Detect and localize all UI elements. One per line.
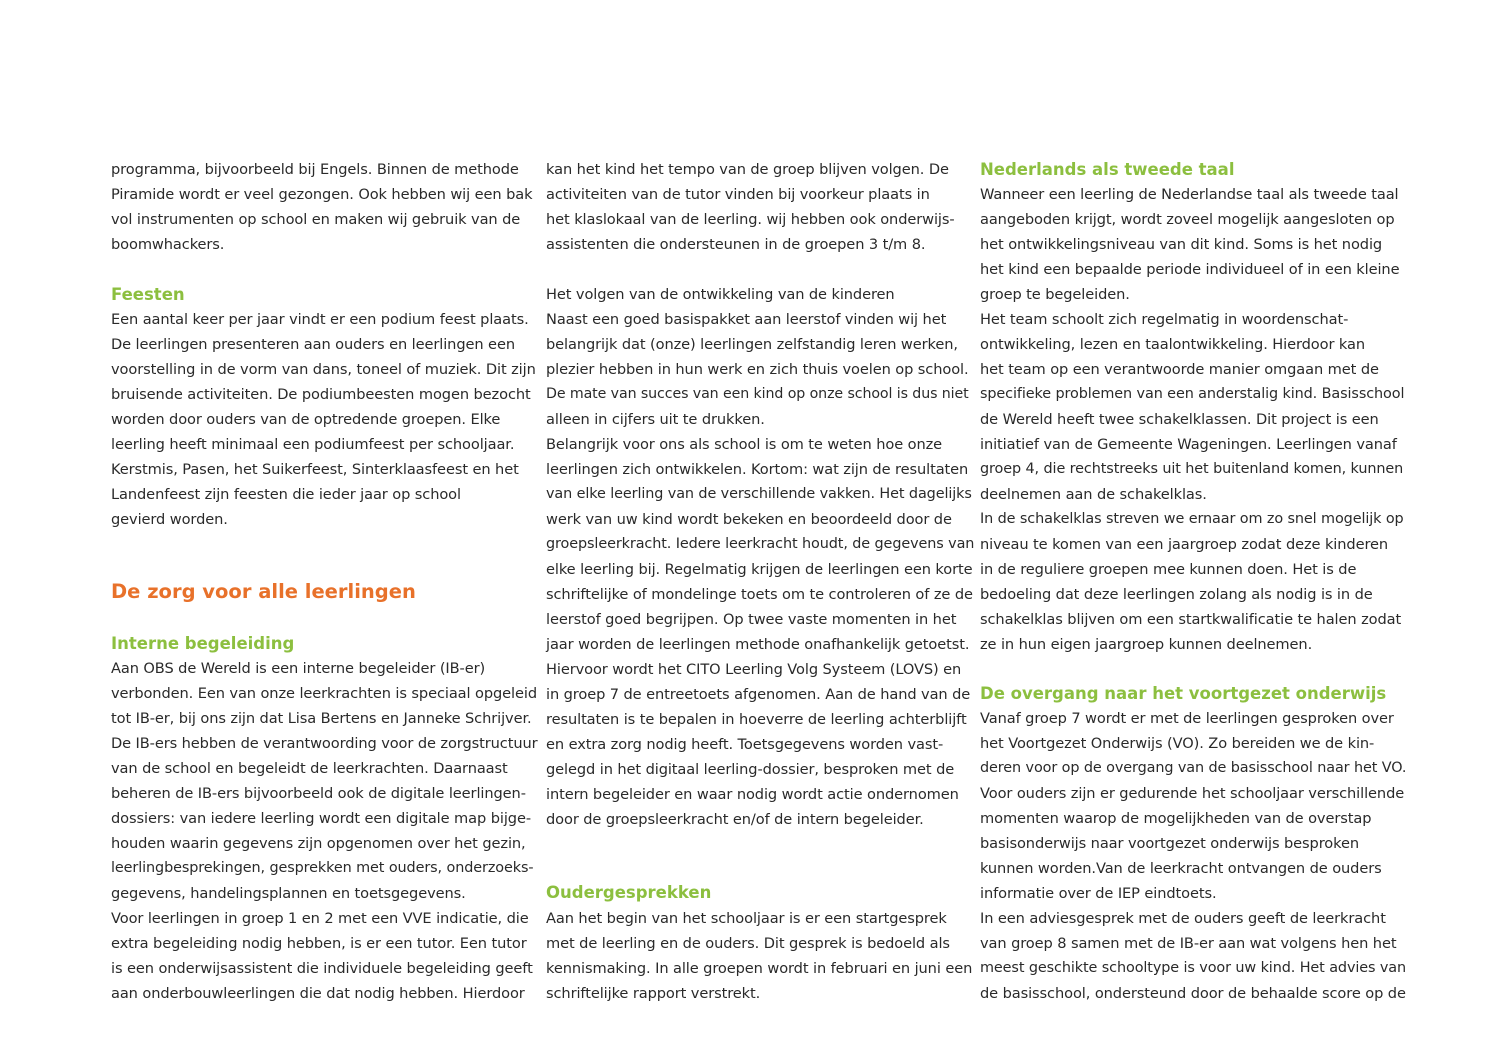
text-line: Kerstmis, Pasen, het Suikerfeest, Sinterklaasfeest en het (111, 461, 519, 478)
text-line: vol instrumenten op school en maken wij gebruik van de (111, 211, 521, 228)
text-line: De mate van succes van een kind op onze school is dus niet (546, 386, 969, 402)
text-line: leerling heeft minimaal een podiumfeest per schooljaar. (111, 436, 515, 453)
text-line: extra begeleiding nodig hebben, is er een tutor. Een tutor (111, 935, 527, 952)
text-line: ze in hun eigen jaargroep kunnen deelnemen. (980, 636, 1313, 653)
text-line: kan het kind het tempo van de groep blijven volgen. De (546, 161, 949, 178)
oudergesprekken-heading: Oudergesprekken (546, 883, 712, 902)
text-line: worden door ouders van de optredende groepen. Elke (111, 411, 501, 428)
text-line: elke leerling bij. Regelmatig krijgen de leerlingen een korte (546, 561, 973, 578)
text-line: in groep 7 de entreetoets afgenomen. Aan de hand van de (546, 686, 971, 703)
text-line: momenten waarop de mogelijkheden van de overstap (980, 810, 1372, 827)
text-line: door de groepsleerkracht en/of de intern begeleider. (546, 811, 924, 828)
text-line: intern begeleider en waar nodig wordt actie ondernomen (546, 786, 959, 803)
text-line: gevierd worden. (111, 511, 228, 528)
text-line: resultaten is te bepalen in hoeverre de leerling achterblijft (546, 711, 967, 728)
text-line: beheren de IB-ers bijvoorbeeld ook de digitale leerlingen- (111, 785, 526, 802)
text-line: in de reguliere groepen mee kunnen doen. Het is de (980, 561, 1357, 578)
text-line: Belangrijk voor ons als school is om te weten hoe onze (546, 436, 943, 453)
text-line: bruisende activiteiten. De podiumbeesten mogen bezocht (111, 386, 531, 403)
overgang-heading: De overgang naar het voortgezet onderwijs (980, 684, 1387, 703)
section-title: De zorg voor alle leerlingen (111, 580, 416, 603)
text-line: voorstelling in de vorm van dans, toneel of muziek. Dit zijn (111, 361, 536, 378)
text-line: schakelklas blijven om een startkwalificatie te halen zodat (980, 611, 1402, 628)
text-line: het Voortgezet Onderwijs (VO). Zo bereiden we de kin- (980, 735, 1375, 752)
text-line: kunnen worden.Van de leerkracht ontvangen de ouders (980, 860, 1382, 877)
text-line: alleen in cijfers uit te drukken. (546, 411, 765, 428)
text-line: initiatief van de Gemeente Wageningen. Leerlingen vanaf (980, 436, 1397, 453)
text-line: meest geschikte schooltype is voor uw kind. Het advies van (980, 960, 1407, 976)
text-line: groep te begeleiden. (980, 286, 1130, 303)
text-line: bedoeling dat deze leerlingen zolang als nodig is in de (980, 586, 1373, 603)
text-line: Aan OBS de Wereld is een interne begeleider (IB-er) (111, 660, 486, 677)
text-line: leerlingen zich ontwikkelen. Kortom: wat zijn de resultaten (546, 461, 969, 478)
text-line: dossiers: van iedere leerling wordt een digitale map bijge- (111, 810, 531, 827)
text-line: assistenten die ondersteunen in de groepen 3 t/m 8. (546, 236, 926, 253)
text-line: schriftelijke rapport verstrekt. (546, 985, 761, 1002)
text-line: leerstof goed begrijpen. Op twee vaste momenten in het (546, 611, 957, 628)
interne-begeleiding-heading: Interne begeleiding (111, 634, 295, 653)
text-line: werk van uw kind wordt bekeken en beoordeeld door de (546, 511, 952, 528)
text-line: jaar worden de leerlingen methode onafhankelijk getoetst. (546, 636, 970, 653)
text-line: het ontwikkelingsniveau van dit kind. Soms is het nodig (980, 236, 1383, 253)
text-line: van de school en begeleidt de leerkrachten. Daarnaast (111, 760, 508, 777)
text-line: Voor ouders zijn er gedurende het schooljaar verschillende (980, 785, 1405, 802)
text-line: In de schakelklas streven we ernaar om zo snel mogelijk op (980, 511, 1404, 527)
text-line: Voor leerlingen in groep 1 en 2 met een VVE indicatie, die (111, 910, 529, 927)
text-line: het team op een verantwoorde manier omgaan met de (980, 361, 1379, 378)
text-line: Naast een goed basispakket aan leerstof vinden wij het (546, 311, 947, 328)
feesten-heading: Feesten (111, 285, 185, 304)
text-line: leerlingbesprekingen, gesprekken met ouders, onderzoeks- (111, 860, 534, 876)
text-line: De IB-ers hebben de verantwoording voor de zorgstructuur (111, 735, 538, 752)
text-line: Landenfeest zijn feesten die ieder jaar op school (111, 486, 461, 503)
text-line: kennismaking. In alle groepen wordt in februari en juni een (546, 960, 973, 977)
text-line: informatie over de IEP eindtoets. (980, 885, 1217, 902)
text-line: gegevens, handelingsplannen en toetsgegevens. (111, 885, 466, 902)
text-line: De leerlingen presenteren aan ouders en leerlingen een (111, 336, 515, 353)
text-line: houden waarin gegevens zijn opgenomen over het gezin, (111, 835, 526, 852)
text-line: verbonden. Een van onze leerkrachten is speciaal opgeleid (111, 685, 537, 702)
text-line: Het team schoolt zich regelmatig in woordenschat- (980, 311, 1349, 328)
text-line: deelnemen aan de schakelklas. (980, 486, 1207, 503)
text-line: van elke leerling van de verschillende vakken. Het dagelijks (546, 486, 972, 502)
text-line: de Wereld heeft twee schakelklassen. Dit project is een (980, 411, 1379, 428)
text-line: Piramide wordt er veel gezongen. Ook hebben wij een bak (111, 186, 533, 203)
text-line: gelegd in het digitaal leerling-dossier, besproken met de (546, 761, 955, 778)
text-line: het kind een bepaalde periode individueel of in een kleine (980, 261, 1400, 278)
text-line: het klaslokaal van de leerling. wij hebben ook onderwijs- (546, 211, 955, 228)
text-line: programma, bijvoorbeeld bij Engels. Binnen de methode (111, 161, 519, 178)
text-line: ontwikkeling, lezen en taalontwikkeling. Hierdoor kan (980, 336, 1365, 353)
text-line: Hiervoor wordt het CITO Leerling Volg Systeem (LOVS) en (546, 661, 962, 678)
text-line: belangrijk dat (onze) leerlingen zelfstandig leren werken, (546, 336, 958, 353)
text-line: groep 4, die rechtstreeks uit het buitenland komen, kunnen (980, 461, 1404, 477)
text-line: van groep 8 samen met de IB-er aan wat volgens hen het (980, 935, 1397, 952)
text-line: Het volgen van de ontwikkeling van de kinderen (546, 286, 895, 303)
text-line: activiteiten van de tutor vinden bij voorkeur plaats in (546, 186, 930, 203)
text-line: Wanneer een leerling de Nederlandse taal als tweede taal (980, 186, 1399, 203)
text-line: Aan het begin van het schooljaar is er een startgesprek (546, 910, 947, 927)
text-line: aan onderbouwleerlingen die dat nodig hebben. Hierdoor (111, 985, 525, 1002)
text-line: Vanaf groep 7 wordt er met de leerlingen gesproken over (980, 710, 1394, 727)
text-line: In een adviesgesprek met de ouders geeft de leerkracht (980, 910, 1386, 927)
text-line: basisonderwijs naar voortgezet onderwijs besproken (980, 835, 1359, 852)
text-line: deren voor op de overgang van de basisschool naar het VO. (980, 760, 1407, 776)
text-line: plezier hebben in hun werk en zich thuis voelen op school. (546, 361, 969, 378)
text-line: schriftelijke of mondelinge toets om te controleren of ze de (546, 586, 973, 603)
text-line: met de leerling en de ouders. Dit gesprek is bedoeld als (546, 935, 950, 952)
text-line: groepsleerkracht. Iedere leerkracht houdt, de gegevens van (546, 536, 975, 552)
text-line: en extra zorg nodig heeft. Toetsgegevens worden vast- (546, 736, 944, 753)
text-line: boomwhackers. (111, 236, 225, 253)
text-line: Een aantal keer per jaar vindt er een podium feest plaats. (111, 311, 529, 328)
text-line: specifieke problemen van een anderstalig kind. Basisschool (980, 386, 1405, 402)
nt2-heading: Nederlands als tweede taal (980, 160, 1235, 179)
text-line: tot IB-er, bij ons zijn dat Lisa Bertens en Janneke Schrijver. (111, 710, 532, 727)
text-line: aangeboden krijgt, wordt zoveel mogelijk aangesloten op (980, 211, 1395, 228)
text-line: niveau te komen van een jaargroep zodat deze kinderen (980, 536, 1389, 553)
text-line: is een onderwijsassistent die individuele begeleiding geeft (111, 960, 533, 977)
text-line: de basisschool, ondersteund door de behaalde score op de (980, 985, 1406, 1002)
